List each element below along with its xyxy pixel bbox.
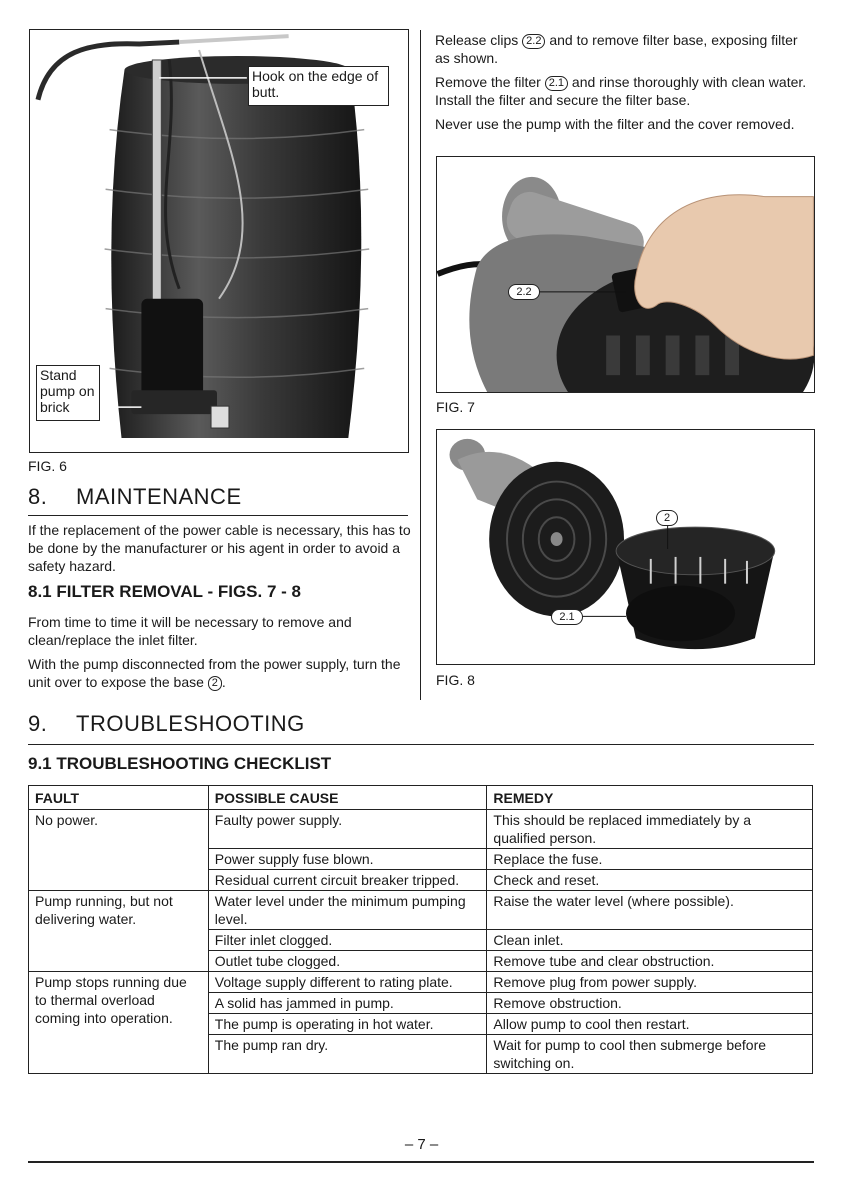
- maintenance-intro: If the replacement of the power cable is necessary, this has to be done by the manufacturer or his agent in order to avoid a safety hazard.: [28, 522, 411, 574]
- table-row: [29, 810, 813, 849]
- remedy-cell: Clean inlet.: [487, 930, 813, 951]
- cause-cell: The pump ran dry.: [208, 1035, 487, 1074]
- remedy-cell: Check and reset.: [487, 870, 813, 891]
- release-clips-before: Release clips: [435, 32, 519, 48]
- section-8-number: 8.: [28, 484, 48, 509]
- base-ref-badge: 2: [208, 676, 222, 691]
- filter-removal-heading: 8.1 FILTER REMOVAL - FIGS. 7 - 8: [28, 582, 301, 601]
- section-8-rule: [28, 515, 408, 516]
- pump-clip-photo: [437, 157, 814, 392]
- section-9-heading: [28, 711, 305, 737]
- fault-cell: Pump stops running due to thermal overload coming into operation.: [29, 972, 209, 1074]
- cause-cell: Faulty power supply.: [208, 810, 487, 849]
- cause-cell: Filter inlet clogged.: [208, 930, 487, 951]
- page-number: – 7 –: [404, 1136, 439, 1153]
- filter-base-photo: [437, 430, 814, 664]
- remove-filter-text: [435, 73, 815, 109]
- remedy-cell: Remove obstruction.: [487, 993, 813, 1014]
- section-8-title: MAINTENANCE: [76, 484, 242, 509]
- release-clips-after: and to remove filter base, exposing filter as shown.: [435, 32, 798, 66]
- section-9-title: TROUBLESHOOTING: [76, 711, 305, 736]
- cause-cell: The pump is operating in hot water.: [208, 1014, 487, 1035]
- hook-callout: Hook on the edge of butt.: [248, 66, 389, 106]
- remove-filter-after: and rinse thoroughly with clean water. Install the filter and secure the filter base.: [435, 74, 807, 108]
- header-remedy: REMEDY: [487, 786, 813, 810]
- cause-cell: Outlet tube clogged.: [208, 951, 487, 972]
- clip-ref-badge: 2.2: [522, 34, 545, 49]
- figure-7-caption: FIG. 7: [436, 399, 475, 415]
- section-9-number: 9.: [28, 711, 48, 736]
- table-header-row: [29, 786, 813, 810]
- filter-removal-p2-text: With the pump disconnected from the power supply, turn the unit over to expose the base: [28, 656, 401, 690]
- cause-cell: Voltage supply different to rating plate.: [208, 972, 487, 993]
- section-8-heading: [28, 484, 242, 510]
- remedy-cell: This should be replaced immediately by a qualified person.: [487, 810, 813, 849]
- troubleshooting-table: [28, 785, 813, 1074]
- remedy-cell: Allow pump to cool then restart.: [487, 1014, 813, 1035]
- remedy-cell: Remove tube and clear obstruction.: [487, 951, 813, 972]
- release-clips-text: [435, 31, 815, 67]
- cause-cell: Water level under the minimum pumping level.: [208, 891, 487, 930]
- cause-cell: Residual current circuit breaker tripped.: [208, 870, 487, 891]
- figure-6-caption: FIG. 6: [28, 458, 67, 474]
- column-separator: [420, 30, 421, 700]
- filter-ref-badge: 2.1: [545, 76, 568, 91]
- cause-cell: Power supply fuse blown.: [208, 849, 487, 870]
- remove-filter-before: Remove the filter: [435, 74, 541, 90]
- stand-pump-callout: Stand pump on brick: [36, 365, 100, 421]
- figure-8-filter-label: 2.1: [551, 609, 583, 625]
- troubleshooting-checklist-heading: 9.1 TROUBLESHOOTING CHECKLIST: [28, 754, 332, 773]
- header-fault: FAULT: [29, 786, 209, 810]
- warning-text: Never use the pump with the filter and the cover removed.: [435, 116, 795, 132]
- figure-7-image: [436, 156, 815, 393]
- remedy-cell: Replace the fuse.: [487, 849, 813, 870]
- filter-removal-p1: From time to time it will be necessary to remove and clean/replace the inlet filter.: [28, 614, 352, 648]
- remedy-cell: Wait for pump to cool then submerge before switching on.: [487, 1035, 813, 1074]
- header-cause: POSSIBLE CAUSE: [208, 786, 487, 810]
- section-9-rule: [28, 744, 814, 745]
- cause-cell: A solid has jammed in pump.: [208, 993, 487, 1014]
- table-row: [29, 972, 813, 993]
- figure-8-caption: FIG. 8: [436, 672, 475, 688]
- figure-8-image: [436, 429, 815, 665]
- table-row: [29, 891, 813, 930]
- footer-rule: [28, 1161, 814, 1163]
- remedy-cell: Remove plug from power supply.: [487, 972, 813, 993]
- figure-7-clip-label: 2.2: [508, 284, 540, 300]
- filter-removal-p2-end: .: [221, 674, 226, 690]
- fault-cell: Pump running, but not delivering water.: [29, 891, 209, 972]
- filter-removal-p2: [28, 655, 413, 691]
- remedy-cell: Raise the water level (where possible).: [487, 891, 813, 930]
- fault-cell: No power.: [29, 810, 209, 891]
- figure-8-base-label: 2: [656, 510, 678, 526]
